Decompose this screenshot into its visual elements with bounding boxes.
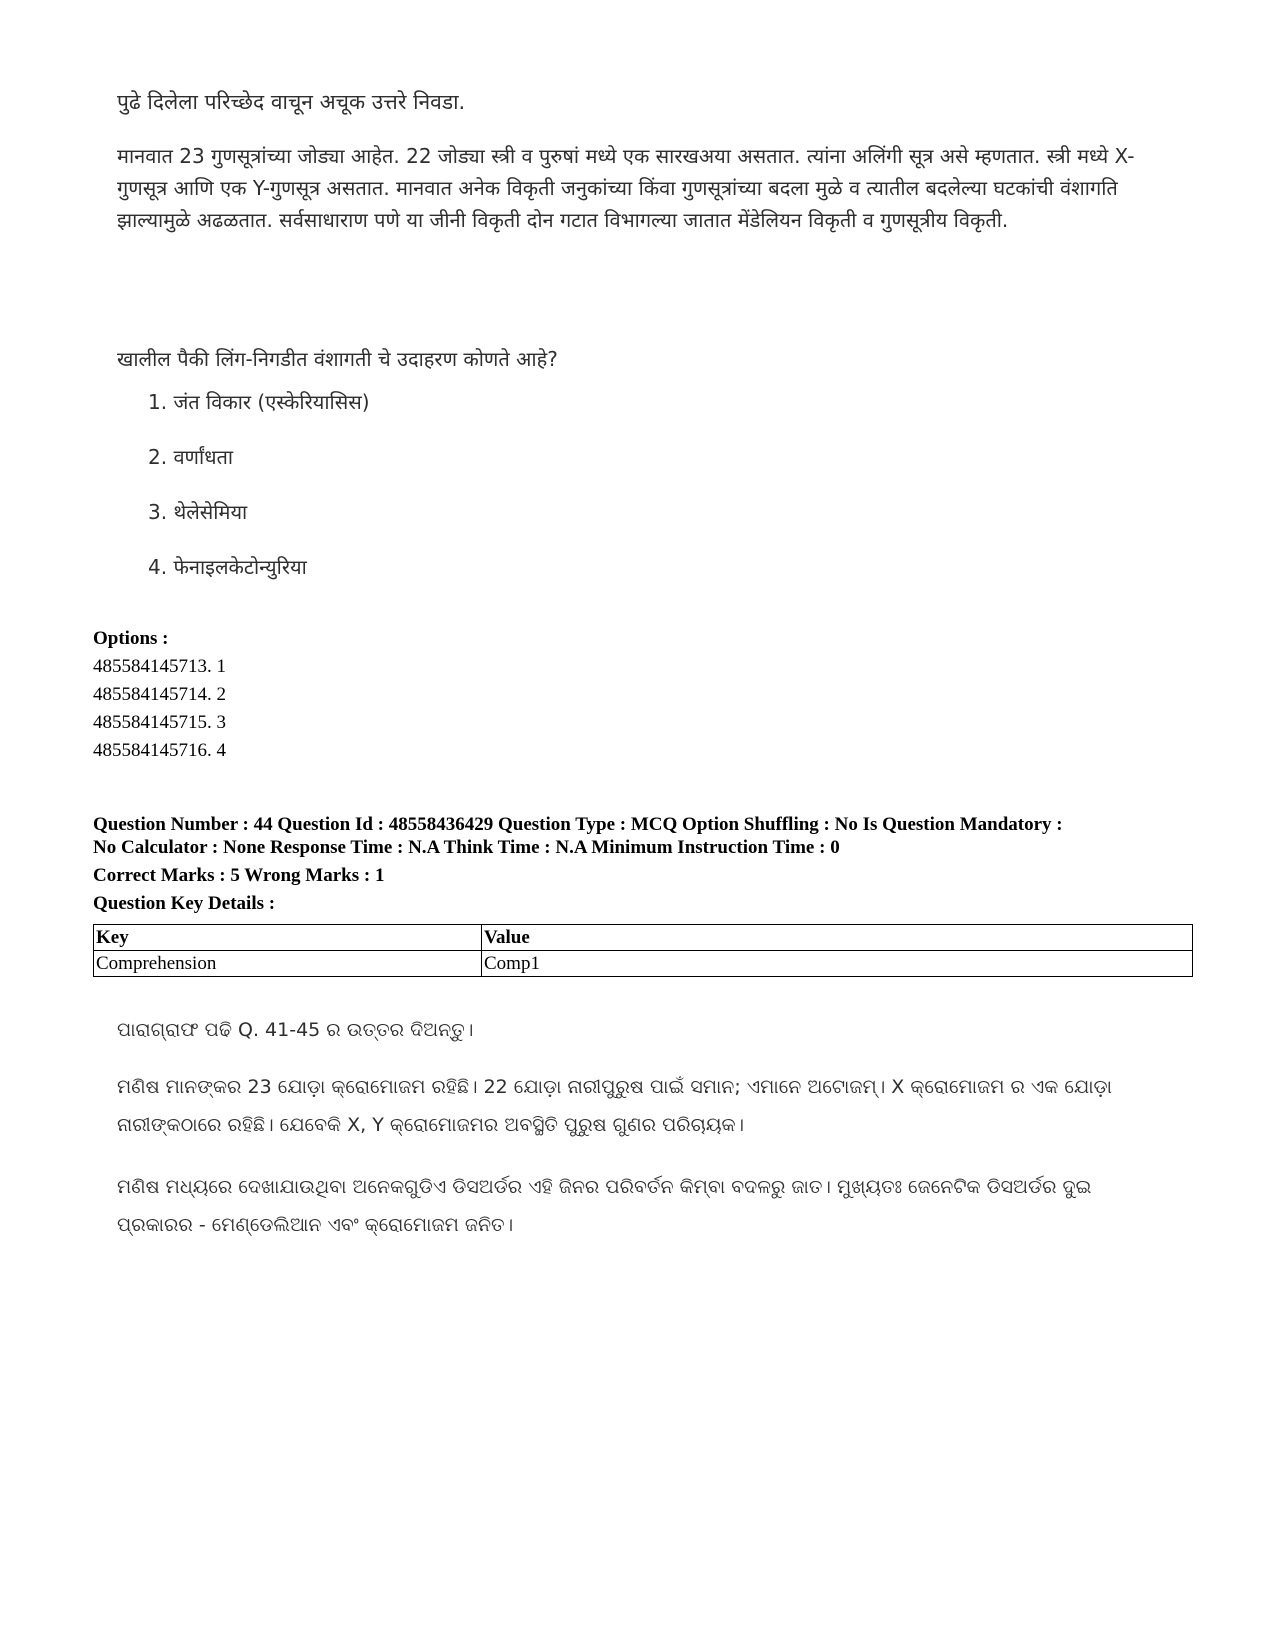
marathi-option-1: 1. जंत विकार (एस्केरियासिस) (148, 390, 370, 414)
key-details-label: Question Key Details : (93, 893, 276, 914)
odia-paragraph-2: ମଣିଷ ମଧ୍ୟରେ ଦେଖାଯାଉଥିବା ଅନେକଗୁଡିଏ ଡିସଅର୍ଡର ଏହି ଜିନର ପରିବର୍ତନ କିମ୍ବା ବଦଳରୁ ଜାତ। ମୁଖ୍ୟତଃ ଜେନେଟିକ ଡିସଅର୍ଡର ଦୁଇ ପ୍ରକାରର - ମେଣ୍ଡେଲିଆନ ଏବଂ କ୍ରୋମୋଜମ ଜନିତ। (117, 1176, 1092, 1236)
odia-instruction: ପାରାଗ୍ରାଫ ପଢି Q. 41-45 ର ଉତ୍ତର ଦିଅନ୍ତୁ। (117, 1019, 474, 1041)
marathi-instruction: पुढे दिलेला परिच्छेद वाचून अचूक उत्तरे निवडा. (117, 90, 466, 114)
options-label: Options : (93, 628, 169, 649)
marks-line: Correct Marks : 5 Wrong Marks : 1 (93, 865, 385, 886)
option-id-3: 485584145715. 3 (93, 712, 226, 733)
option-id-2: 485584145714. 2 (93, 684, 226, 705)
marathi-option-4: 4. फेनाइलकेटोन्युरिया (148, 555, 307, 579)
question-key-table (93, 924, 1193, 977)
marathi-option-2: 2. वर्णांधता (148, 445, 234, 469)
table-header-value: Value (482, 925, 1193, 951)
question-meta (93, 813, 1193, 859)
marathi-option-3: 3. थेलेसेमिया (148, 500, 248, 524)
option-id-1: 485584145713. 1 (93, 656, 226, 677)
odia-paragraph-1: ମଣିଷ ମାନଙ୍କର 23 ଯୋଡ଼ା କ୍ରୋମୋଜମ ରହିଛି। 22 ଯୋଡ଼ା ନାରୀପୁରୁଷ ପାଇଁ ସମାନ; ଏମାନେ ଅଟୋଜମ୍। X କ୍ରୋମୋଜମ ର ଏକ ଯୋଡ଼ା ନାରୀଙ୍କଠାରେ ରହିଛି। ଯେବେକି X, Y କ୍ରୋମୋଜମର ଅବସ୍ଥିତି ପୁରୁଷ ଗୁଣର ପରିଚାୟକ। (117, 1076, 1112, 1136)
table-cell-key: Comprehension (94, 951, 482, 977)
option-id-4: 485584145716. 4 (93, 740, 226, 761)
marathi-passage: मानवात 23 गुणसूत्रांच्या जोड्या आहेत. 22 जोड्या स्त्री व पुरुषां मध्ये एक सारखअया असतात. त्यांना अलिंगी सूत्र असे म्हणतात. स्त्री मध्ये X-गुणसूत्र आणि एक Y-गुणसूत्र असतात. मानवात अनेक विकृती जनुकांच्या किंवा गुणसूत्रांच्या बदला मुळे व त्यातील बदलेल्या घटकांची वंशागति झाल्यामुळे अढळतात. सर्वसाधाराण पणे या जीनी विकृती दोन गटात विभागल्या जातात मेंडेलियन विकृती व गुणसूत्रीय विकृती. (117, 144, 1135, 232)
table-header-key: Key (94, 925, 482, 951)
question-meta-line2: No Calculator : None Response Time : N.A Think Time : N.A Minimum Instruction Time : 0 (93, 837, 840, 858)
marathi-question: खालील पैकी लिंग-निगडीत वंशागती चे उदाहरण कोणते आहे? (117, 347, 558, 371)
table-header-row (94, 925, 1193, 951)
table-row (94, 951, 1193, 977)
question-meta-line1: Question Number : 44 Question Id : 48558436429 Question Type : MCQ Option Shuffling : No Is Question Mandatory : (93, 814, 1063, 835)
table-cell-value: Comp1 (482, 951, 1193, 977)
